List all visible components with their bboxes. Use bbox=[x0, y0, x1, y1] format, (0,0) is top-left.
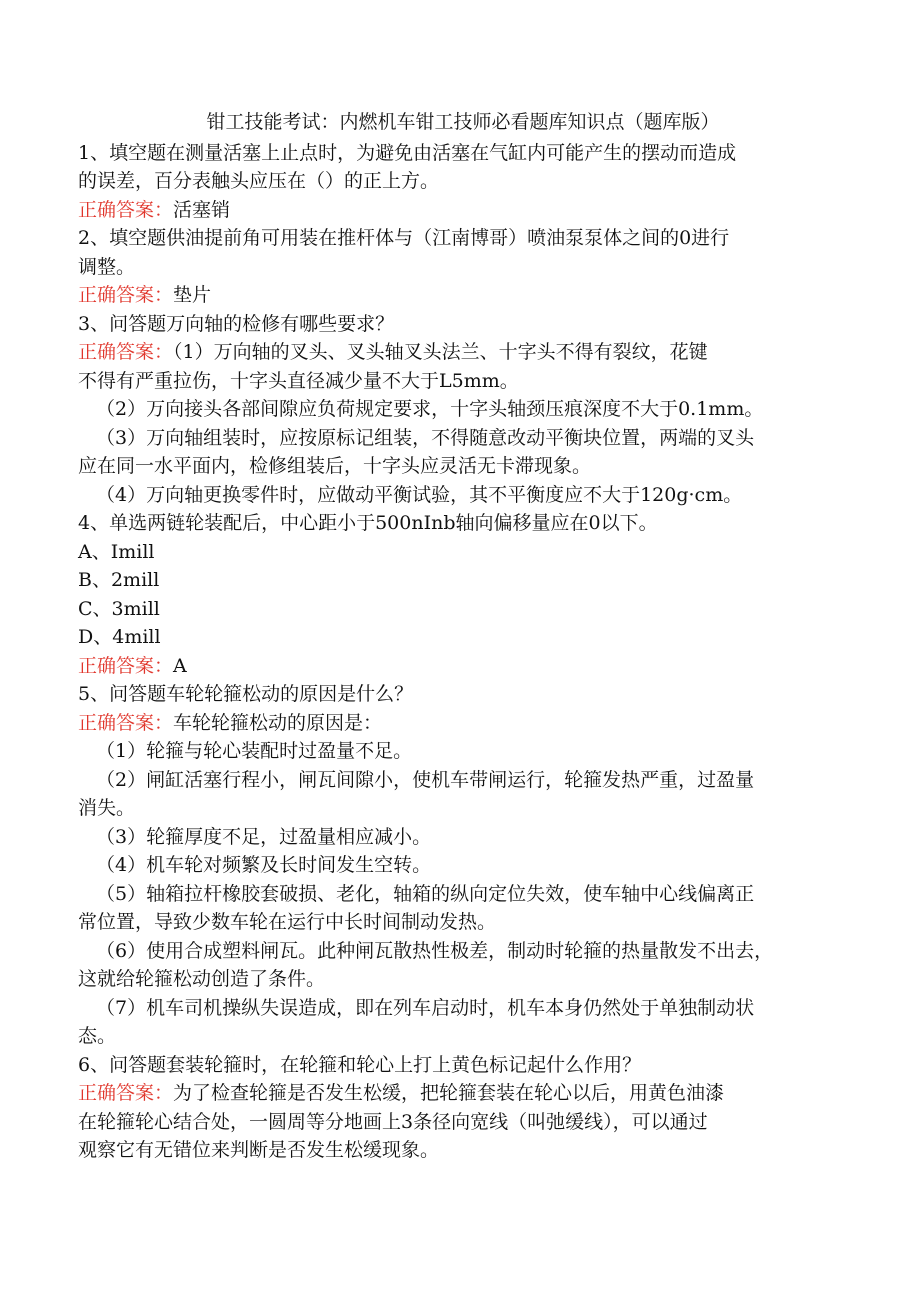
answer-3-line: （4）万向轴更换零件时，应做动平衡试验，其不平衡度应不大于120g·cm。 bbox=[96, 483, 743, 506]
answer-5 bbox=[78, 709, 848, 738]
answer-2 bbox=[78, 281, 848, 310]
answer-label: 正确答案： bbox=[78, 711, 174, 734]
question-3-line-1: 3、问答题万向轴的检修有哪些要求？ bbox=[78, 312, 395, 335]
answer-label: 正确答案： bbox=[78, 198, 174, 221]
option-a: A、Imill bbox=[78, 540, 155, 563]
question-5-line-1: 5、问答题车轮轮箍松动的原因是什么？ bbox=[78, 683, 414, 705]
answer-5-line: （6）使用合成塑料闸瓦。此种闸瓦散热性极差，制动时轮箍的热量散发不出去， bbox=[96, 939, 774, 962]
answer-label: 正确答案： bbox=[78, 1082, 174, 1104]
document-title: 钳工技能考试：内燃机车钳工技师必看题库知识点（题库版） bbox=[206, 111, 720, 133]
option-b: B、2mill bbox=[78, 569, 160, 591]
answer-label: 正确答案： bbox=[78, 654, 174, 677]
answer-label: 正确答案： bbox=[78, 284, 174, 306]
answer-5-line: 常位置，导致少数车轮在运行中长时间制动发热。 bbox=[78, 911, 497, 933]
answer-2-text: 垫片 bbox=[173, 284, 212, 306]
answer-6-text: 为了检查轮箍是否发生松缓，把轮箍套装在轮心以后，用黄色油漆 bbox=[173, 1082, 725, 1104]
answer-5-line: （4）机车轮对频繁及长时间发生空转。 bbox=[96, 854, 432, 876]
answer-3 bbox=[78, 338, 848, 367]
answer-5-line: （7）机车司机操纵失误造成，即在列车启动时，机车本身仍然处于单独制动状 bbox=[96, 996, 755, 1019]
answer-3-line: 应在同一水平面内，检修组装后，十字头应灵活无卡滞现象。 bbox=[78, 455, 592, 477]
question-6-line-1: 6、问答题套装轮箍时，在轮箍和轮心上打上黄色标记起什么作用？ bbox=[78, 1053, 642, 1076]
answer-4 bbox=[78, 652, 848, 681]
answer-6-line: 在轮箍轮心结合处，一圆周等分地画上3条径向宽线（叫弛缓线），可以通过 bbox=[78, 1110, 708, 1133]
answer-5-line: 态。 bbox=[78, 1025, 117, 1047]
question-4-line-1: 4、单选两链轮装配后，中心距小于500nInb轴向偏移量应在0以下。 bbox=[78, 512, 658, 534]
answer-5-line: （5）轴箱拉杆橡胶套破损、老化，轴箱的纵向定位失效，使车轴中心线偏离正 bbox=[96, 882, 755, 905]
question-2-line-1: 2、填空题供油提前角可用装在推杆体与（江南博哥）喷油泵泵体之间的0进行 bbox=[78, 227, 730, 249]
document-page bbox=[78, 108, 848, 1165]
answer-1-text: 活塞销 bbox=[173, 198, 231, 221]
option-d: D、4mill bbox=[78, 626, 161, 648]
option-c: C、3mill bbox=[78, 597, 160, 620]
answer-5-line: （3）轮箍厚度不足，过盈量相应减小。 bbox=[96, 825, 432, 848]
question-1-line-1: 1、填空题在测量活塞上止点时，为避免由活塞在气缸内可能产生的摆动而造成 bbox=[78, 141, 737, 164]
answer-4-text: A bbox=[173, 654, 187, 677]
answer-5-text: 车轮轮箍松动的原因是： bbox=[173, 711, 383, 734]
answer-5-line: 消失。 bbox=[78, 797, 136, 819]
answer-3-line: （2）万向接头各部间隙应负荷规定要求，十字头轴颈压痕深度不大于0.1mm。 bbox=[96, 398, 764, 420]
answer-5-line: （2）闸缸活塞行程小，闸瓦间隙小，使机车带闸运行，轮箍发热严重，过盈量 bbox=[96, 768, 755, 791]
question-1-line-2: 的误差，百分表触头应压在（）的正上方。 bbox=[78, 170, 440, 192]
answer-3-line: （3）万向轴组装时，应按原标记组装，不得随意改动平衡块位置，两端的叉头 bbox=[96, 426, 755, 449]
answer-6-line: 观察它有无错位来判断是否发生松缓现象。 bbox=[78, 1139, 440, 1161]
answer-3-text: （1）万向轴的叉头、叉头轴叉头法兰、十字头不得有裂纹，花键 bbox=[173, 341, 708, 363]
answer-1 bbox=[78, 196, 848, 225]
answer-3-line: 不得有严重拉伤，十字头直径减少量不大于L5mm。 bbox=[78, 369, 519, 392]
answer-6 bbox=[78, 1079, 848, 1108]
answer-label: 正确答案： bbox=[78, 341, 174, 363]
question-2-line-2: 调整。 bbox=[78, 255, 136, 278]
answer-5-line: 这就给轮箍松动创造了条件。 bbox=[78, 968, 326, 990]
answer-5-line: （1）轮箍与轮心装配时过盈量不足。 bbox=[96, 740, 413, 762]
